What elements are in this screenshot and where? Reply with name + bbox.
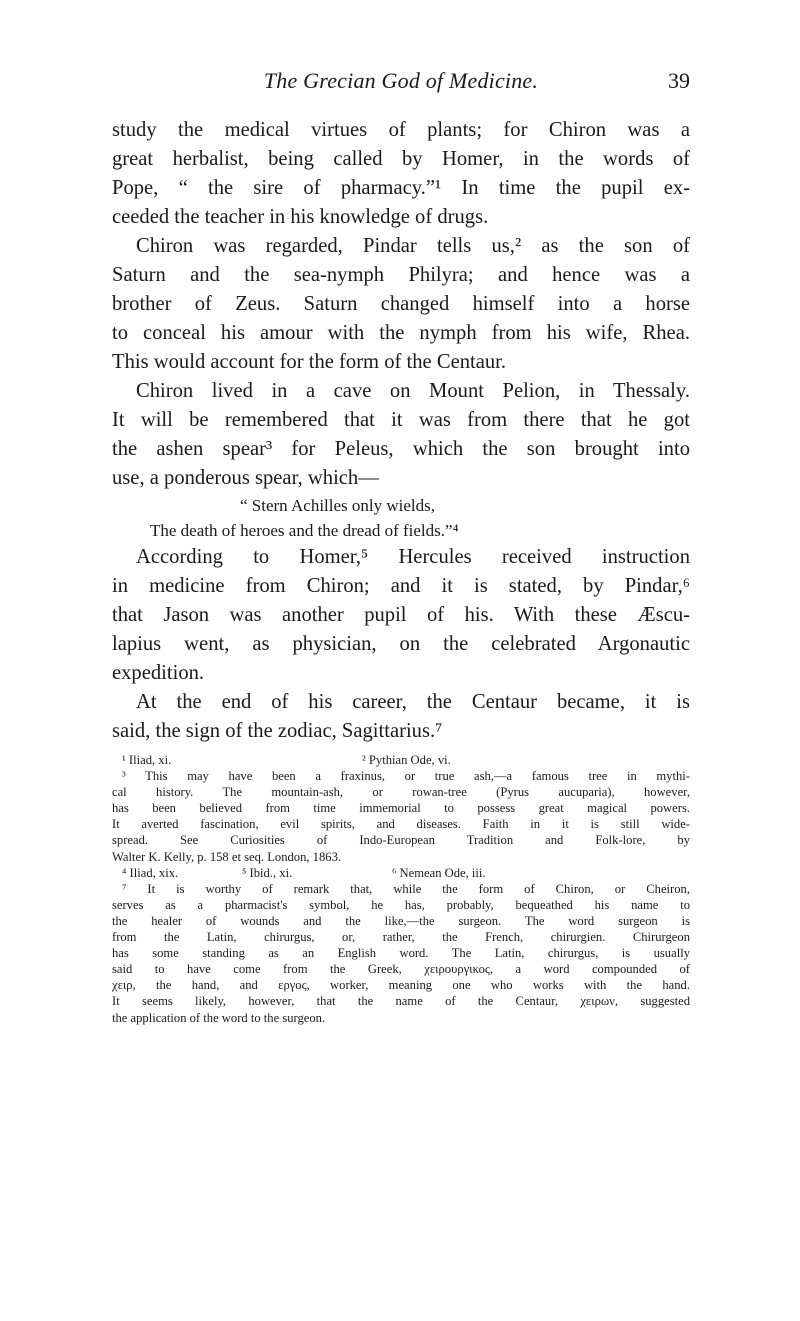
body-line: Pope, “ the sire of pharmacy.”¹ In time the pupil ex- (112, 177, 690, 199)
body-text (112, 116, 690, 746)
page-number: 39 (668, 68, 690, 93)
body-line: At the end of his career, the Centaur became, it is (136, 691, 690, 713)
footnote-triple (112, 865, 690, 881)
footnote-7-line: χειρ, the hand, and εργος, worker, meaning one who works with the hand. (112, 978, 690, 993)
body-line: use, a ponderous spear, which— (112, 467, 379, 489)
body-line: that Jason was another pupil of his. With these Æscu- (112, 604, 690, 626)
footnote-4: ⁴ Iliad, xix. (122, 865, 179, 880)
running-head (112, 68, 690, 98)
footnote-7-line: the healer of wounds and the like,—the surgeon. The word surgeon is (112, 913, 690, 928)
body-line: This would account for the form of the Centaur. (112, 351, 507, 373)
body-line: to conceal his amour with the nymph from his wife, Rhea. (112, 322, 690, 344)
footnote-7-line: serves as a pharmacist's symbol, he has, probably, bequeathed his name to (112, 897, 690, 912)
footnote-3-line: Walter K. Kelly, p. 158 et seq. London, 1863. (112, 849, 342, 864)
footnote-3-line: It averted fascination, evil spirits, and diseases. Faith in it is still wide- (112, 817, 690, 832)
body-line: great herbalist, being called by Homer, in the words of (112, 148, 690, 170)
footnote-5: ⁵ Ibid., xi. (242, 865, 293, 880)
verse-quote-line: The death of heroes and the dread of fields.”⁴ (150, 521, 459, 540)
book-page (112, 68, 690, 1026)
running-head-title: The Grecian God of Medicine. (263, 68, 539, 93)
footnote-1: ¹ Iliad, xi. (122, 753, 172, 767)
body-line: According to Homer,⁵ Hercules received instruction (136, 546, 690, 568)
footnote-2: ² Pythian Ode, vi. (362, 753, 451, 767)
body-line: in medicine from Chiron; and it is stated, by Pindar,⁶ (112, 575, 690, 597)
footnote-7-line: ⁷ It is worthy of remark that, while the form of Chiron, or Cheiron, (122, 881, 690, 896)
body-line: the ashen spear³ for Peleus, which the son brought into (112, 438, 690, 460)
footnote-7-line: It seems likely, however, that the name of the Centaur, χειρων, suggested (112, 994, 690, 1009)
footnote-7-line: from the Latin, chirurgus, or, rather, the French, chirurgien. Chirurgeon (112, 930, 690, 945)
body-line: lapius went, as physician, on the celebrated Argonautic (112, 633, 690, 655)
body-line: said, the sign of the zodiac, Sagittarius.⁷ (112, 720, 443, 742)
footnote-6: ⁶ Nemean Ode, iii. (392, 865, 486, 880)
footnote-7-line: the application of the word to the surgeon. (112, 1010, 326, 1025)
footnote-3-line: spread. See Curiosities of Indo-European Tradition and Folk-lore, by (112, 833, 690, 848)
body-line: ceeded the teacher in his knowledge of drugs. (112, 206, 489, 228)
footnote-7-line: has some standing as an English word. The Latin, chirurgus, is usually (112, 946, 690, 961)
body-line: brother of Zeus. Saturn changed himself into a horse (112, 293, 690, 315)
footnote-7-line: said to have come from the Greek, χειρουργικος, a word compounded of (112, 962, 690, 977)
body-line: expedition. (112, 662, 205, 684)
body-line: Chiron was regarded, Pindar tells us,² as the son of (136, 235, 690, 257)
body-line: study the medical virtues of plants; for Chiron was a (112, 119, 690, 141)
body-line: Chiron lived in a cave on Mount Pelion, in Thessaly. (136, 380, 690, 402)
body-line: It will be remembered that it was from there that he got (112, 409, 690, 431)
verse-quote-line: “ Stern Achilles only wields, (240, 496, 436, 515)
footnote-3-line: has been believed from time immemorial to possess great magical powers. (112, 801, 690, 816)
footnote-3-line: cal history. The mountain-ash, or rowan-tree (Pyrus aucuparia), however, (112, 785, 690, 800)
footnote-3-line: ³ This may have been a fraxinus, or true ash,—a famous tree in mythi- (122, 769, 690, 784)
body-line: Saturn and the sea-nymph Philyra; and hence was a (112, 264, 690, 286)
footnote-pair (112, 752, 690, 768)
footnotes (112, 752, 690, 1026)
